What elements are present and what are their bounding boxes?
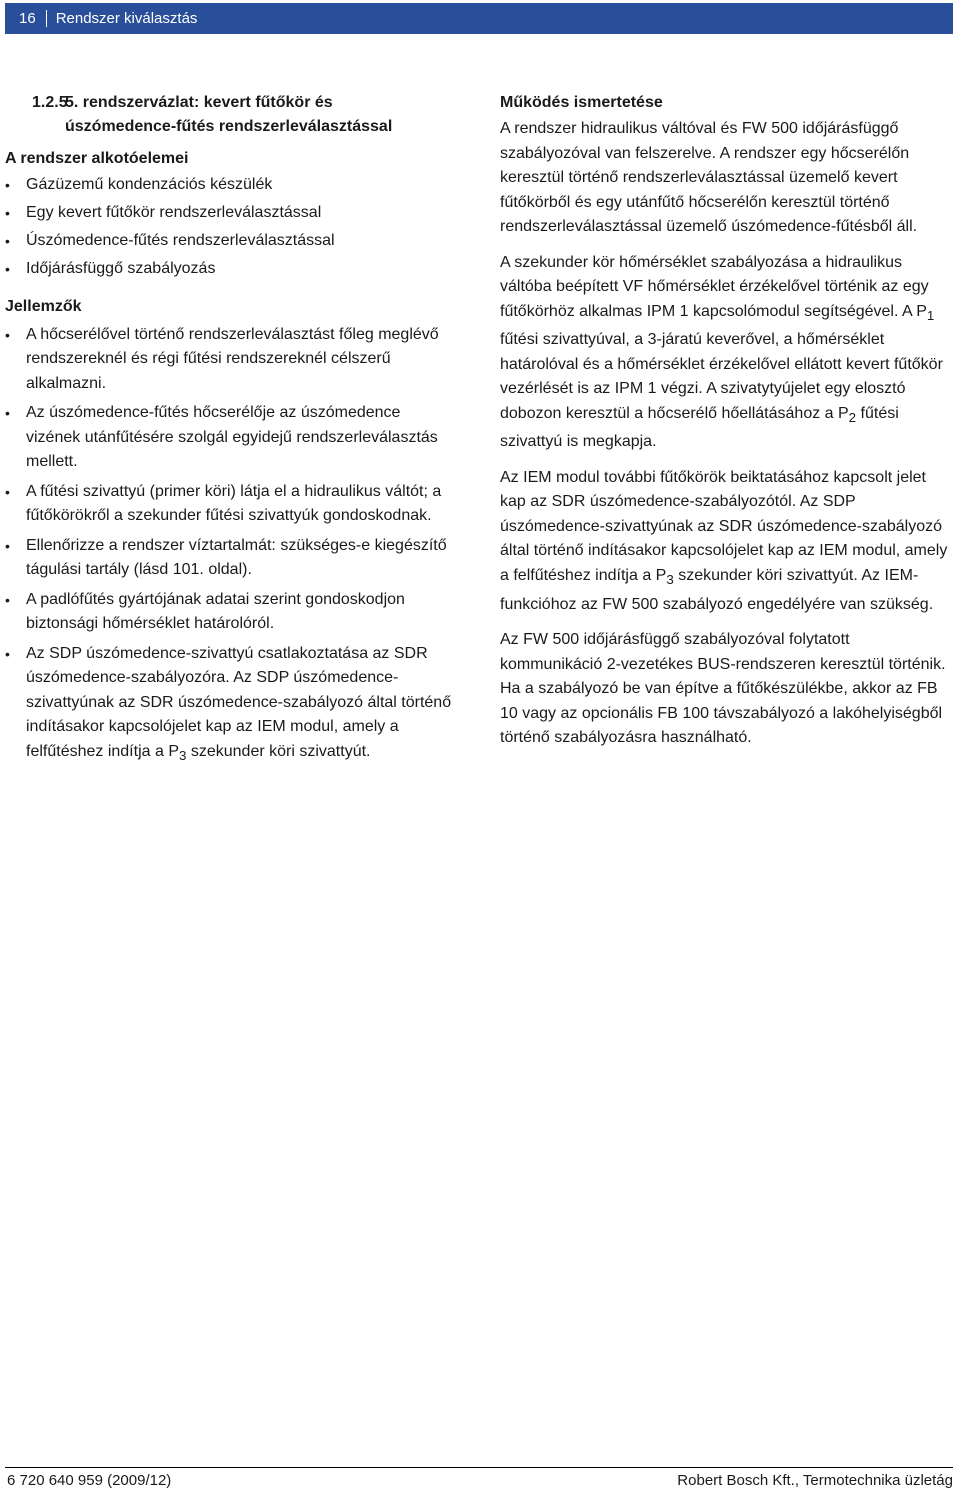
features-list	[5, 323, 457, 769]
section-heading	[5, 91, 457, 139]
list-item	[5, 588, 457, 637]
bullet-icon: •	[5, 326, 10, 343]
footer-divider	[5, 1467, 953, 1468]
text-run: A szekunder kör hőmérséklet szabályozása a hidraulikus váltóba beépített VF hőmérséklet érzékelővel történik az egy fűtőkörhöz alkalmas IPM 1 kapcsolómodul segítségével. A P	[500, 253, 929, 320]
list-item-text: Ellenőrizze a rendszer víztartalmát: szükséges-e kiegészítő tágulási tartály (lásd 101. oldal).	[26, 536, 447, 578]
list-item	[5, 173, 457, 198]
list-item-text: A padlófűtés gyártójának adatai szerint gondoskodjon biztonsági hőmérséklet határolóról.	[26, 590, 405, 632]
components-list	[5, 173, 457, 282]
list-item-text: Egy kevert fűtőkör rendszerleválasztással	[26, 204, 322, 221]
bullet-icon: •	[5, 405, 10, 421]
subscript: 2	[848, 409, 857, 425]
list-item-text: Úszómedence-fűtés rendszerleválasztással	[26, 232, 335, 249]
operation-paragraph-1: A rendszer hidraulikus váltóval és FW 500 időjárásfüggő szabályozóval van felszerelve. A rendszer egy hőcserélőn keresztül történő rendszerleválasztással üzemelő kevert fűtőkörből és egy utánfűtő hőcserélőn keresztül történő rendszerleválasztással üzemelő úszómedence-fűtésből áll.	[500, 120, 918, 235]
list-item	[5, 257, 457, 282]
operation-paragraph-4: Az FW 500 időjárásfüggő szabályozóval folytatott kommunikáció 2-vezetékes BUS-rendszeren keresztül történik. Ha a szabályozó be van építve a fűtőkészülékbe, akkor az FB 10 vagy az opcionális FB 100 távszabályozó a lakóhelyiségből történő szabályozásra használható.	[500, 631, 946, 747]
list-item-text: Gázüzemű kondenzációs készülék	[26, 176, 273, 193]
bullet-icon: •	[5, 205, 10, 221]
list-item-text: A hőcserélővel történő rendszerleválasztást főleg meglévő rendszereknél és régi fűtési rendszereknél célszerű alkalmazni.	[26, 325, 439, 392]
header-section-title: Rendszer kiválasztás	[55, 10, 198, 27]
operation-paragraph-3	[500, 466, 955, 617]
text-run: fűtési szivattyú is megkapja.	[500, 404, 899, 451]
bullet-icon: •	[5, 177, 10, 193]
document-number: 6 720 640 959 (2009/12)	[7, 1472, 172, 1489]
list-item	[5, 201, 457, 226]
list-item-text	[26, 644, 452, 763]
operation-heading: Működés ismertetése	[500, 94, 663, 111]
list-item	[5, 534, 457, 583]
bullet-icon: •	[5, 233, 10, 249]
publisher: Robert Bosch Kft., Termotechnika üzletág	[677, 1472, 953, 1489]
components-heading: A rendszer alkotóelemei	[5, 150, 189, 167]
bullet-icon: •	[5, 483, 10, 500]
list-item	[5, 642, 457, 769]
subscript: 1	[926, 307, 935, 323]
bullet-icon: •	[5, 261, 10, 277]
page-header	[5, 3, 953, 34]
right-column	[500, 91, 955, 762]
section-number: 1.2.5	[32, 94, 68, 111]
list-item	[5, 480, 457, 529]
bullet-icon: •	[5, 591, 10, 608]
list-item	[5, 401, 457, 475]
text-run: szekunder köri szivattyút.	[186, 742, 371, 760]
section-title: 5. rendszervázlat: kevert fűtőkör és úszómedence-fűtés rendszerleválasztással	[65, 94, 393, 135]
text-run: fűtési szivattyúval, a 3-járatú keverővel, a hőmérséklet határolóval és a hőmérséklet érzékelővel ellátott kevert fűtőkör vezérlését is az IPM 1 végzi. A szivatytyújelet egy elosztó dobozon keresztül a hőcserélő hőellátásához a P	[500, 331, 943, 422]
list-item	[5, 323, 457, 397]
left-column	[5, 91, 457, 773]
page-number: 16	[5, 10, 47, 27]
subscript: 3	[178, 747, 187, 763]
bullet-icon: •	[5, 537, 10, 554]
text-run: szekunder köri szivattyút. Az IEM-funkcióhoz az FW 500 szabályozó engedélyére van szükség.	[500, 566, 934, 613]
operation-paragraph-2	[500, 251, 955, 455]
text-run: Az IEM modul további fűtőkörök beiktatásához kapcsolt jelet kap az SDR úszómedence-szabályozótól. Az SDP úszómedence-szivattyúnak az SDR úszómedence-szabályozó által történő indításakor kapcsolójelet kap az IEM modul, amely a felfűtéshez indítja a P	[500, 468, 948, 584]
features-heading: Jellemzők	[5, 297, 82, 315]
list-item-text: A fűtési szivattyú (primer köri) látja el a hidraulikus váltót; a fűtőkörökről a szekunder fűtési szivattyúk gondoskodnak.	[26, 482, 442, 524]
list-item-text: Az úszómedence-fűtés hőcserélője az úszómedence vizének utánfűtésére szolgál egyidejű rendszerleválasztás mellett.	[26, 404, 438, 470]
bullet-icon: •	[5, 645, 10, 662]
subscript: 3	[666, 572, 674, 588]
text-run: Az SDP úszómedence-szivattyú csatlakoztatása az SDR úszómedence-szabályozóra. Az SDP úszómedence-szivattyúnak az SDR úszómedence-szabályozó által történő indításakor kapcsolójelet kap az IEM modul, amely a felfűtéshez indítja a P	[26, 644, 452, 760]
list-item	[5, 229, 457, 254]
list-item-text: Időjárásfüggő szabályozás	[26, 260, 216, 277]
